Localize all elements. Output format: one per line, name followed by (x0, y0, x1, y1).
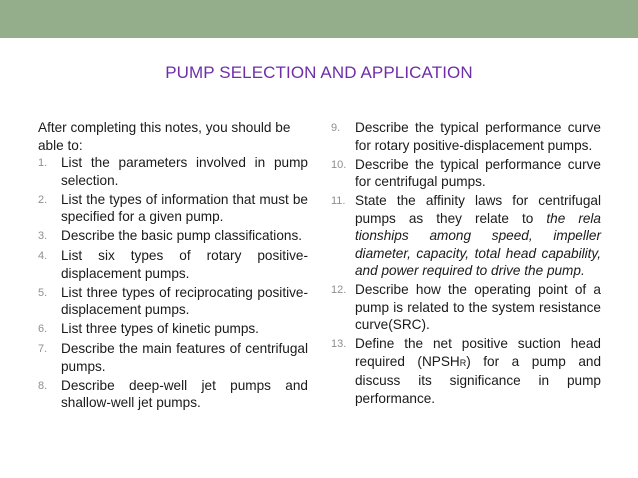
item-number: 2. (38, 193, 48, 206)
item-text: Describe deep-well jet pumps and shallow-well jet pumps. (61, 377, 308, 410)
item-text: Describe the basic pump classifications. (61, 228, 303, 243)
item-text-wrapper (355, 335, 601, 407)
item-number: 3. (38, 230, 48, 242)
intro-text: After completing this notes, you should be able to: (38, 120, 291, 153)
list-item (38, 227, 308, 246)
item-text: Define the net positive suction head required (NPSH (355, 336, 601, 369)
list-item (38, 154, 308, 189)
item-text: Describe how the operating point of a pump is related to the system resistance curve(SRC). (355, 282, 601, 332)
slide-title: PUMP SELECTION AND APPLICATION (165, 63, 473, 82)
objectives-list-right (331, 119, 601, 407)
list-item (38, 191, 308, 226)
list-item (38, 377, 308, 412)
item-text: List six types of rotary positive-displacement pumps. (61, 248, 308, 281)
list-item (38, 340, 308, 375)
item-number: 11. (331, 195, 346, 207)
list-item (38, 320, 308, 339)
item-number: 10. (331, 158, 347, 171)
item-text: Describe the typical performance curve for centrifugal pumps. (355, 156, 601, 189)
list-item (38, 247, 308, 282)
item-number: 6. (38, 323, 48, 335)
top-bar (0, 0, 638, 38)
item-text: List three types of reciprocating positive-displacement pumps. (61, 284, 308, 317)
item-text: List the parameters involved in pump selection. (61, 155, 308, 188)
list-item (331, 281, 601, 334)
item-text-italic: the rela tionships among speed, impeller diameter, capacity, total head capability, and power required to drive the pump. (355, 210, 601, 278)
item-text: List the types of information that must be specified for a given pump. (61, 191, 308, 224)
item-number: 4. (38, 250, 48, 262)
list-item (331, 156, 601, 191)
item-text-cont: ) for a pump and discuss its significance in pump performance. (355, 353, 601, 406)
item-text: List three types of kinetic pumps. (61, 321, 259, 336)
objectives-list-left (38, 154, 308, 412)
list-item (38, 284, 308, 319)
item-number: 9. (331, 122, 341, 134)
subscript-r: R (459, 357, 467, 368)
item-number: 13. (331, 338, 347, 350)
item-text: Describe the typical performance curve for rotary positive-displacement pumps. (355, 120, 601, 153)
item-number: 5. (38, 286, 48, 299)
item-number: 8. (38, 379, 48, 392)
list-item (331, 119, 601, 154)
item-number: 12. (331, 284, 347, 296)
item-number: 1. (38, 157, 48, 169)
left-column (38, 119, 308, 412)
item-text-wrapper (355, 192, 601, 280)
right-column (331, 119, 601, 407)
item-text: State the affinity laws for centrifugal pumps as they relate to (355, 193, 601, 226)
item-number: 7. (38, 343, 48, 355)
list-item (331, 192, 601, 280)
list-item (331, 335, 601, 407)
item-text: Describe the main features of centrifugal pumps. (61, 341, 308, 374)
